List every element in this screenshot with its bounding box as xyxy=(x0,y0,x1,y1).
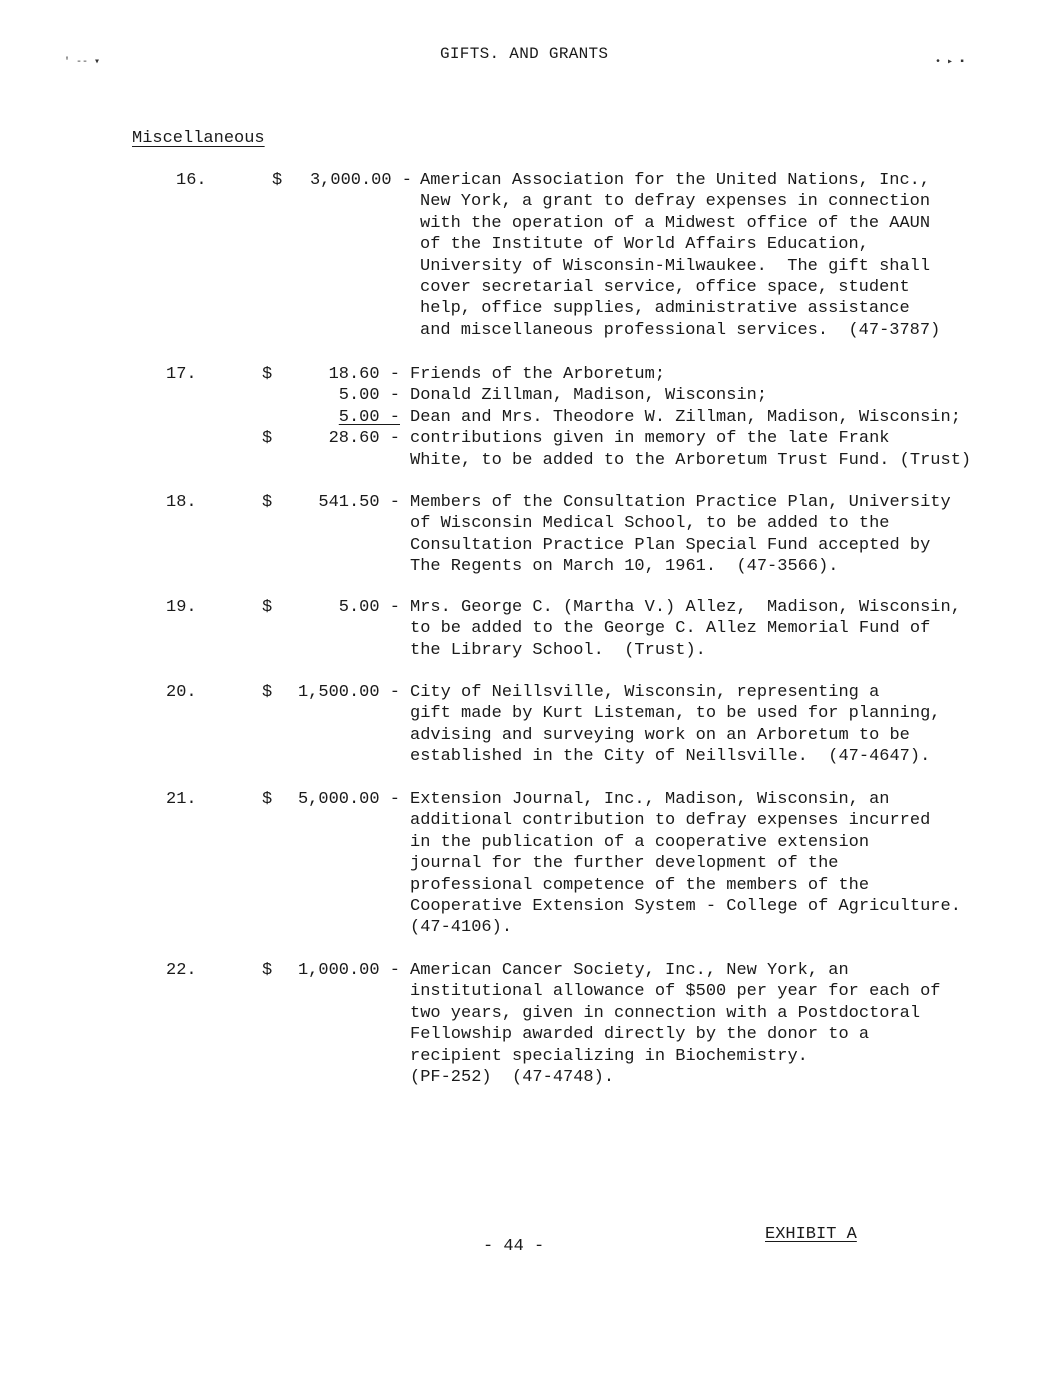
entry-number: 20. xyxy=(166,683,197,702)
text-line: professional competence of the members of the xyxy=(410,875,870,895)
dollar-sign: $ xyxy=(262,598,273,617)
entry-amount: 1,500.00 - xyxy=(297,683,400,702)
text-line: Friends of the Arboretum; xyxy=(410,365,666,384)
text-line: contributions given in memory of the late Frank xyxy=(410,429,890,449)
entry-amount: 5.00 - xyxy=(338,386,400,406)
text-line: Mrs. George C. (Martha V.) Allez, Madison, Wisconsin, xyxy=(410,598,961,617)
text-line: advising and surveying work on an Arboretum to be xyxy=(410,725,910,745)
entry-amount: 18.60 - xyxy=(328,365,400,384)
entry-amount-total: 28.60 - xyxy=(328,429,400,449)
entry-number: 21. xyxy=(166,790,197,809)
text-line: the Library School. (Trust). xyxy=(410,640,706,660)
scan-speck-right: • ▸ ▪ xyxy=(935,57,966,68)
text-line: American Association for the United Nations, Inc., xyxy=(420,171,931,190)
text-line: New York, a grant to defray expenses in connection xyxy=(420,192,931,212)
text-line: (PF-252) (47-4748). xyxy=(410,1068,615,1088)
dollar-sign: $ xyxy=(262,790,273,809)
text-line: recipient specializing in Biochemistry. xyxy=(410,1046,808,1066)
text-line: (47-4106). xyxy=(410,918,513,938)
entry-amount: 541.50 - xyxy=(318,493,400,512)
entry-number: 19. xyxy=(166,598,197,617)
section-title: Miscellaneous xyxy=(132,129,265,148)
text-line: with the operation of a Midwest office of the AAUN xyxy=(420,213,931,233)
entry-amount: 1,000.00 - xyxy=(297,961,400,980)
entry-description xyxy=(410,789,961,939)
entry-description xyxy=(420,170,940,341)
text-line: gift made by Kurt Listeman, to be used for planning, xyxy=(410,704,941,724)
entry-number: 18. xyxy=(166,493,197,512)
text-line: cover secretarial service, office space, student xyxy=(420,278,910,298)
dollar-sign: $ xyxy=(262,429,273,449)
text-line: to be added to the George C. Allez Memorial Fund of xyxy=(410,619,931,639)
text-line: Consultation Practice Plan Special Fund accepted by xyxy=(410,535,931,555)
text-line: City of Neillsville, Wisconsin, representing a xyxy=(410,683,880,702)
text-line: University of Wisconsin-Milwaukee. The gift shall xyxy=(420,256,931,276)
entry-description xyxy=(410,492,951,578)
text-line: of Wisconsin Medical School, to be added to the xyxy=(410,514,890,534)
text-line: Extension Journal, Inc., Madison, Wisconsin, an xyxy=(410,790,890,809)
entry-amount: 5,000.00 - xyxy=(297,790,400,809)
entry-number: 17. xyxy=(166,365,197,384)
dollar-sign: $ xyxy=(262,493,273,512)
text-line: and miscellaneous professional services. (47-3787) xyxy=(420,320,941,340)
text-line: Donald Zillman, Madison, Wisconsin; xyxy=(410,386,768,406)
text-line: two years, given in connection with a Postdoctoral xyxy=(410,1003,921,1023)
scan-speck-left: ' -- ▾ xyxy=(64,57,101,68)
dollar-sign: $ xyxy=(262,365,273,384)
entry-amount: 5.00 - xyxy=(338,598,400,617)
page-number: - 44 - xyxy=(483,1237,545,1256)
dollar-sign: $ xyxy=(262,961,273,980)
entry-amount: 3,000.00 - xyxy=(309,171,412,190)
text-line: additional contribution to defray expenses incurred xyxy=(410,811,931,831)
text-line: The Regents on March 10, 1961. (47-3566). xyxy=(410,557,839,577)
text-line: Cooperative Extension System - College of Agriculture. xyxy=(410,897,961,917)
entry-number: 16. xyxy=(176,171,207,190)
entry-description xyxy=(410,682,941,768)
text-line: in the publication of a cooperative extension xyxy=(410,832,870,852)
text-line: White, to be added to the Arboretum Trust Fund. (Trust) xyxy=(410,450,972,470)
text-line: Fellowship awarded directly by the donor to a xyxy=(410,1025,870,1045)
text-line: institutional allowance of $500 per year for each of xyxy=(410,982,941,1002)
text-line: help, office supplies, administrative assistance xyxy=(420,299,910,319)
dollar-sign: $ xyxy=(262,683,273,702)
exhibit-label: EXHIBIT A xyxy=(765,1225,857,1244)
text-line: Members of the Consultation Practice Plan, University xyxy=(410,493,951,512)
entry-number: 22. xyxy=(166,961,197,980)
dollar-sign: $ xyxy=(272,171,283,190)
entry-description xyxy=(410,960,941,1088)
text-line: of the Institute of World Affairs Education, xyxy=(420,235,869,255)
text-line: American Cancer Society, Inc., New York, an xyxy=(410,961,849,980)
text-line: journal for the further development of the xyxy=(410,854,839,874)
text-line: established in the City of Neillsville. (47-4647). xyxy=(410,747,931,767)
entry-description xyxy=(410,597,961,661)
text-line: Dean and Mrs. Theodore W. Zillman, Madison, Wisconsin; xyxy=(410,407,961,427)
entry-amount: 5.00 - xyxy=(338,407,400,427)
entry-description xyxy=(410,364,971,471)
page-header: GIFTS. AND GRANTS xyxy=(440,45,609,63)
